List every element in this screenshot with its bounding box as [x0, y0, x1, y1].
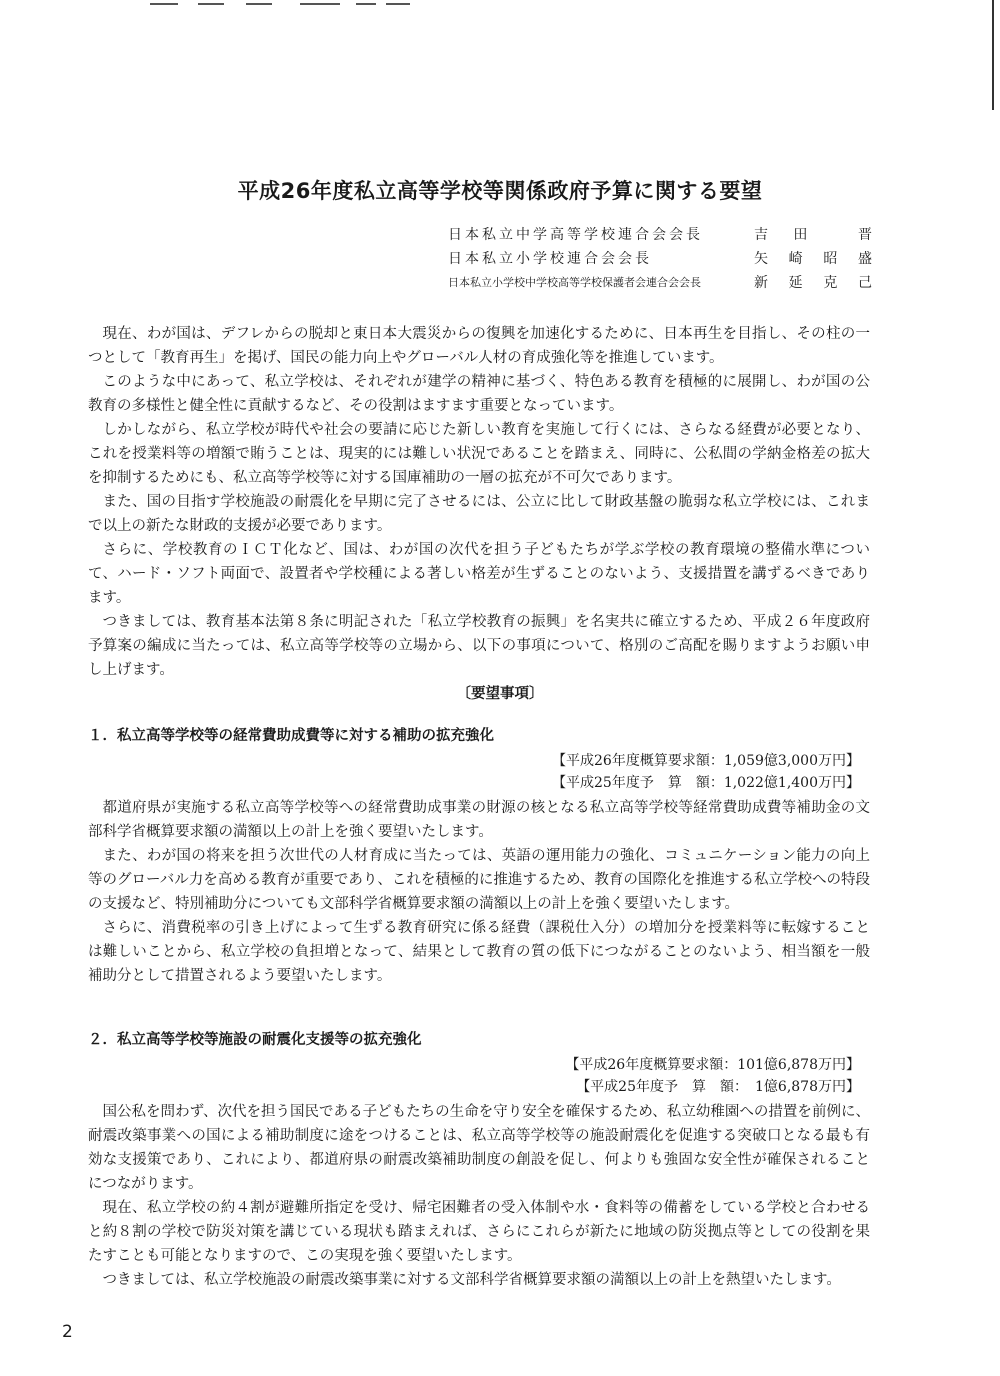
paragraph: しかしながら、私立学校が時代や社会の要請に応じた新しい教育を実施して行くには、さらなる経費が必要となり、これを授業料等の増額で賄うことは、現実的には難しい状況であることを踏まえ、同時に、公私間の学納金格差の拡大を抑制するためにも、私立高等学校等に対する国庫補助の一層の拡充が不可欠であります。 [88, 422, 870, 486]
budget-line: 【平成26年度概算要求額：1,059億3,000万円】 [552, 753, 860, 769]
signer-org: 日本私立小学校中学校高等学校保護者会連合会会長 [448, 276, 701, 289]
page-number: 2 [62, 1322, 73, 1342]
paragraph: さらに、学校教育のＩＣＴ化など、国は、わが国の次代を担う子どもたちが学ぶ学校の教育環境の整備水準について、ハード・ソフト両面で、設置者や学校種による著しい格差が生ずることのないよう、支援措置を講ずるべきであります。 [88, 542, 870, 606]
scan-marks [150, 0, 450, 8]
paragraph: 現在、私立学校の約４割が避難所指定を受け、帰宅困難者の受入体制や水・食料等の備蓄をしている学校と合わせると約８割の学校で防災対策を講じている現状も踏まえれば、さらにこれらが新たに地域の防災拠点等としての役割を果たすことも可能となりますので、この実現を強く要望いたします。 [88, 1200, 870, 1264]
budget-figures [552, 750, 860, 794]
budget-line: 【平成25年度予 算 額：1,022億1,400万円】 [552, 775, 860, 791]
signers-block [448, 222, 872, 294]
paragraph: このような中にあって、私立学校は、それぞれが建学の精神に基づく、特色ある教育を積極的に展開し、わが国の公教育の多様性と健全性に貢献するなど、その役割はますます重要となっています。 [88, 374, 870, 414]
paragraph: 現在、わが国は、デフレからの脱却と東日本大震災からの復興を加速化するために、日本再生を目指し、その柱の一つとして「教育再生」を掲げ、国民の能力向上やグローバル人材の育成強化等を推進しています。 [88, 326, 870, 366]
signer-org: 日本私立小学校連合会会長 [448, 251, 652, 267]
signer-row [448, 222, 872, 246]
section-text [88, 796, 870, 988]
section-heading: １．私立高等学校等の経常費助成費等に対する補助の拡充強化 [88, 728, 494, 744]
signer-name: 新 延 克 己 [754, 275, 872, 291]
scan-edge [992, 0, 994, 110]
signer-row [448, 270, 872, 294]
paragraph: また、国の目指す学校施設の耐震化を早期に完了させるには、公立に比して財政基盤の脆弱な私立学校には、これまで以上の新たな財政的支援が必要であります。 [88, 494, 870, 534]
intro-text [88, 322, 870, 682]
section-text [88, 1100, 870, 1292]
signer-org: 日本私立中学高等学校連合会会長 [448, 227, 703, 243]
paragraph: また、わが国の将来を担う次世代の人材育成に当たっては、英語の運用能力の強化、コミュニケーション能力の向上等のグローバル力を高める教育が重要であり、これを積極的に推進するため、教育の国際化を推進する私立学校への特段の支援など、特別補助分についても文部科学省概算要求額の満額以上の計上を強く要望いたします。 [88, 848, 870, 912]
requests-heading: 〔要望事項〕 [456, 686, 544, 702]
budget-figures [565, 1054, 860, 1098]
budget-line: 【平成25年度予 算 額： 1億6,878万円】 [576, 1079, 860, 1095]
paragraph: 国公私を問わず、次代を担う国民である子どもたちの生命を守り安全を確保するため、私立幼稚園への措置を前例に、耐震改築事業への国による補助制度に途をつけることは、私立高等学校等の施設耐震化を促進する突破口となる最も有効な支援策であり、これにより、都道府県の耐震改築補助制度の創設を促し、何よりも強固な安全性が確保されることにつながります。 [88, 1104, 870, 1192]
paragraph: 都道府県が実施する私立高等学校等への経常費助成事業の財源の核となる私立高等学校等経常費助成費等補助金の文部科学省概算要求額の満額以上の計上を強く要望いたします。 [88, 800, 870, 840]
document-title: 平成26年度私立高等学校等関係政府予算に関する要望 [237, 179, 763, 203]
paragraph: つきましては、教育基本法第８条に明記された「私立学校教育の振興」を名実共に確立するため、平成２６年度政府予算案の編成に当たっては、私立高等学校等の立場から、以下の事項について、格別のご高配を賜りますようお願い申し上げます。 [88, 614, 870, 678]
paragraph: さらに、消費税率の引き上げによって生ずる教育研究に係る経費（課税仕入分）の増加分を授業料等に転嫁することは難しいことから、私立学校の負担増となって、結果として教育の質の低下につながることのないよう、相当額を一般補助分として措置されるよう要望いたします。 [88, 920, 870, 984]
signer-name: 吉 田 晋 [754, 227, 872, 243]
budget-line: 【平成26年度概算要求額：101億6,878万円】 [565, 1057, 860, 1073]
signer-name: 矢 崎 昭 盛 [754, 251, 872, 267]
paragraph: つきましては、私立学校施設の耐震改築事業に対する文部科学省概算要求額の満額以上の計上を熱望いたします。 [102, 1272, 841, 1288]
section-heading: ２．私立高等学校等施設の耐震化支援等の拡充強化 [88, 1032, 422, 1048]
signer-row [448, 246, 872, 270]
